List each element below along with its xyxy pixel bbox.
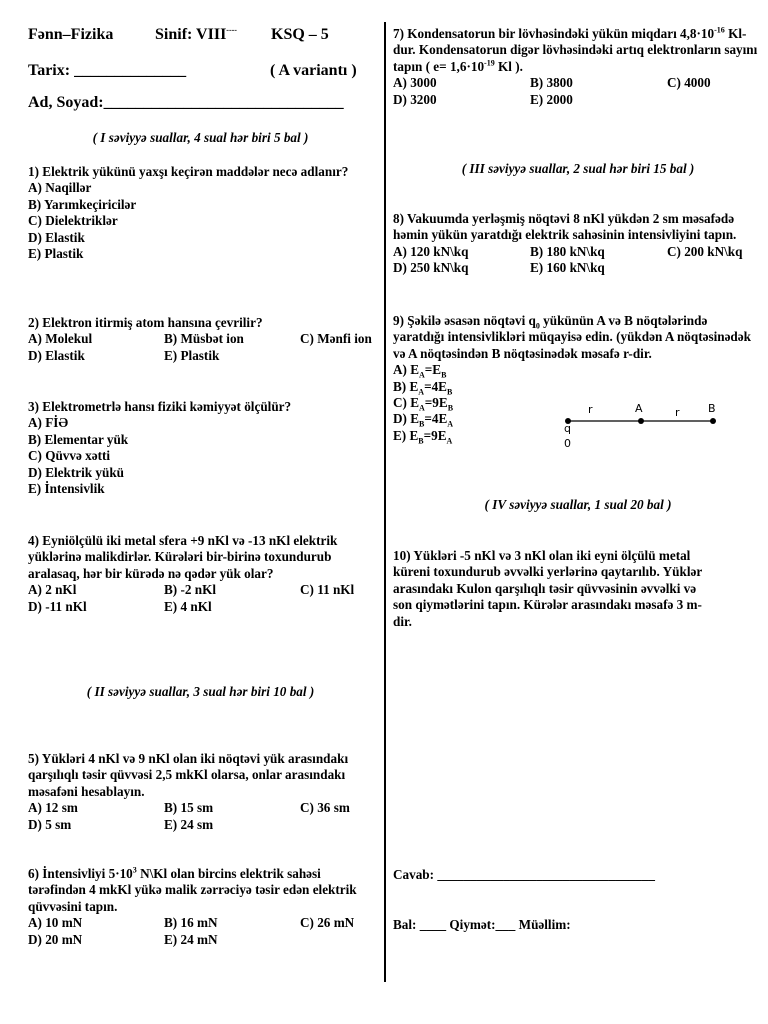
point-b	[710, 418, 716, 424]
q6-option-d[interactable]: D) 20 mN	[28, 931, 83, 947]
question-1	[28, 164, 358, 262]
question-10-text: 10) Yükləri -5 nKl və 3 nKl olan iki eyni ölçülü metal küreni toxundurub əvvəlki yerlərinə qaytarılıb. Yüklər arasındakı Kulon qarşılıqlı təsir qüvvəsinin əvvəlki və son qiymətlərini tapın. Kürələr arasındakı məsafə 3 m-dir.	[393, 548, 702, 629]
question-6	[28, 866, 373, 948]
question-2	[28, 315, 373, 364]
q3-option-c[interactable]: C) Qüvvə xətti	[28, 448, 111, 464]
charge-diagram	[553, 398, 728, 454]
q7-option-c[interactable]: C) 4000	[667, 75, 711, 91]
label-b: B	[708, 402, 716, 415]
q1-option-a[interactable]: A) Naqillər	[28, 180, 92, 196]
question-3-text: 3) Elektrometrlə hansı fiziki kəmiyyət ölçülür?	[28, 399, 292, 414]
header-row-1	[28, 26, 373, 44]
q6-option-a[interactable]: A) 10 mN	[28, 915, 83, 931]
q1-option-c[interactable]: C) Dielektriklər	[28, 213, 118, 229]
q3-option-e[interactable]: E) İntensivlik	[28, 481, 105, 497]
question-7	[393, 26, 763, 108]
q7-option-a[interactable]: A) 3000	[393, 75, 437, 91]
grade-label: Sinif: VIII----	[155, 25, 237, 43]
question-3	[28, 399, 373, 497]
q8-option-c[interactable]: C) 200 kN\kq	[667, 243, 743, 259]
q5-option-b[interactable]: B) 15 sm	[164, 800, 214, 816]
q2-option-e[interactable]: E) Plastik	[164, 347, 220, 363]
question-2-text: 2) Elektron itirmiş atom hansına çevrilir?	[28, 315, 263, 330]
q5-option-e[interactable]: E) 24 sm	[164, 816, 214, 832]
q8-option-e[interactable]: E) 160 kN\kq	[530, 260, 605, 276]
question-4	[28, 533, 368, 615]
q2-option-c[interactable]: C) Mənfi ion	[300, 331, 372, 347]
q9-option-d[interactable]: D) $E_B=4E_A$	[393, 411, 454, 430]
answer-field[interactable]: Cavab: _________________________________	[393, 867, 655, 882]
label-a: A	[635, 402, 643, 415]
q9-option-c[interactable]: C) $E_A=9E_B$	[393, 395, 454, 413]
question-5-text: 5) Yükləri 4 nKl və 9 nKl olan iki nöqtəvi yük arasındakı qarşılıqlı təsir qüvvəsi 2,5 mkKl olarsa, onlar arasındakı məsafəni hesablayın.	[28, 751, 349, 799]
q2-option-a[interactable]: A) Molekul	[28, 331, 93, 347]
header-row-2	[28, 62, 373, 80]
q5-option-d[interactable]: D) 5 sm	[28, 816, 72, 832]
q4-option-d[interactable]: D) -11 nKl	[28, 598, 87, 614]
section-3-title: ( III səviyyə suallar, 2 sual hər biri 15 bal )	[461, 161, 695, 176]
q6-option-e[interactable]: E) 24 mN	[164, 931, 218, 947]
q4-option-c[interactable]: C) 11 nKl	[300, 582, 355, 598]
q9-option-e[interactable]: E) $E_B=9E_A$	[393, 427, 453, 446]
question-5	[28, 751, 368, 833]
point-a	[638, 418, 644, 424]
q5-option-a[interactable]: A) 12 sm	[28, 800, 78, 816]
question-6-text: 6) İntensivliyi $5\cdot 10^3$ N\Kl olan bircins elektrik sahəsi tərəfindən 4 mkKl yükə malik zərrəciyə təsir edən elektrik qüvvəsini tapın.	[28, 865, 357, 914]
q3-option-b[interactable]: B) Elementar yük	[28, 431, 129, 447]
q8-option-a[interactable]: A) 120 kN\kq	[393, 243, 469, 259]
question-7-text: 7) Kondensatorun bir lövhəsindəki yükün miqdarı $4,8\cdot 10^{-16}$ Kl-dur. Kondensatorun digər lövhəsindəki artıq elektronların sayını tapın ( $e= 1,6\cdot 10^{-19}$ Kl ).	[393, 25, 758, 74]
label-r2: r	[675, 406, 680, 419]
label-r1: r	[588, 403, 593, 416]
question-8	[393, 211, 758, 277]
q3-option-a[interactable]: A) FİƏ	[28, 415, 69, 431]
label-q: q	[564, 422, 571, 435]
q1-option-e[interactable]: E) Plastik	[28, 246, 84, 262]
q6-option-c[interactable]: C) 26 mN	[300, 915, 355, 931]
q1-option-d[interactable]: D) Elastik	[28, 229, 85, 245]
score-line[interactable]: Bal: ____ Qiymət:___ Müəllim:	[393, 917, 571, 932]
q1-option-b[interactable]: B) Yarımkeçiricilər	[28, 196, 137, 212]
q2-option-b[interactable]: B) Müsbət ion	[164, 331, 244, 347]
q8-option-d[interactable]: D) 250 kN\kq	[393, 260, 469, 276]
section-2-title: ( II səviyyə suallar, 3 sual hər biri 10 bal )	[86, 684, 315, 699]
q7-option-e[interactable]: E) 2000	[530, 91, 573, 107]
test-label: KSQ – 5	[271, 26, 329, 43]
q2-option-d[interactable]: D) Elastik	[28, 347, 85, 363]
subject-label: Fənn–Fizika	[28, 26, 114, 43]
question-9-text: 9) Şəkilə əsasən nöqtəvi $q_0$ yükünün A və B nöqtələrində yaratdığı intensivlikləri müqayisə edin. (yükdən A nöqtəsinədək və A nöqtəsindən B nöqtəsinədək məsafə r-dir.	[393, 313, 751, 361]
q9-option-a[interactable]: A) $E_A=E_B$	[393, 362, 447, 380]
date-field[interactable]: Tarix: ______________	[28, 62, 187, 79]
q5-option-c[interactable]: C) 36 sm	[300, 800, 350, 816]
q9-option-b[interactable]: B) $E_A=4E_B$	[393, 378, 453, 397]
question-10	[393, 548, 713, 630]
section-4-title: ( IV səviyyə suallar, 1 sual 20 bal )	[484, 497, 672, 512]
question-4-text: 4) Eyniölçülü iki metal sfera +9 nKl və -13 nKl elektrik yüklərinə malikdirlər. Kürələri bir-birinə toxundurub aralasaq, hər bir kürədə nə qədər yük olar?	[28, 533, 338, 581]
variant-label: ( A variantı )	[270, 62, 357, 79]
q4-option-b[interactable]: B) -2 nKl	[164, 582, 217, 598]
question-8-text: 8) Vakuumda yerləşmiş nöqtəvi 8 nKl yükdən 2 sm məsafədə həmin yükün yaratdığı elektrik sahəsinin intensivliyini tapın.	[393, 211, 737, 243]
q8-option-b[interactable]: B) 180 kN\kq	[530, 243, 605, 259]
q4-option-e[interactable]: E) 4 nKl	[164, 598, 212, 614]
q7-option-b[interactable]: B) 3800	[530, 75, 573, 91]
q3-option-d[interactable]: D) Elektrik yükü	[28, 464, 124, 480]
q4-option-a[interactable]: A) 2 nKl	[28, 582, 77, 598]
column-divider	[384, 22, 386, 982]
q7-option-d[interactable]: D) 3200	[393, 91, 437, 107]
question-1-text: 1) Elektrik yükünü yaxşı keçirən maddələr necə adlanır?	[28, 164, 349, 179]
section-1-title: ( I səviyyə suallar, 4 sual hər biri 5 bal )	[92, 130, 309, 145]
name-field[interactable]: Ad, Soyad:______________________________	[28, 94, 344, 111]
label-q-sub: 0	[564, 437, 571, 450]
q6-option-b[interactable]: B) 16 mN	[164, 915, 218, 931]
